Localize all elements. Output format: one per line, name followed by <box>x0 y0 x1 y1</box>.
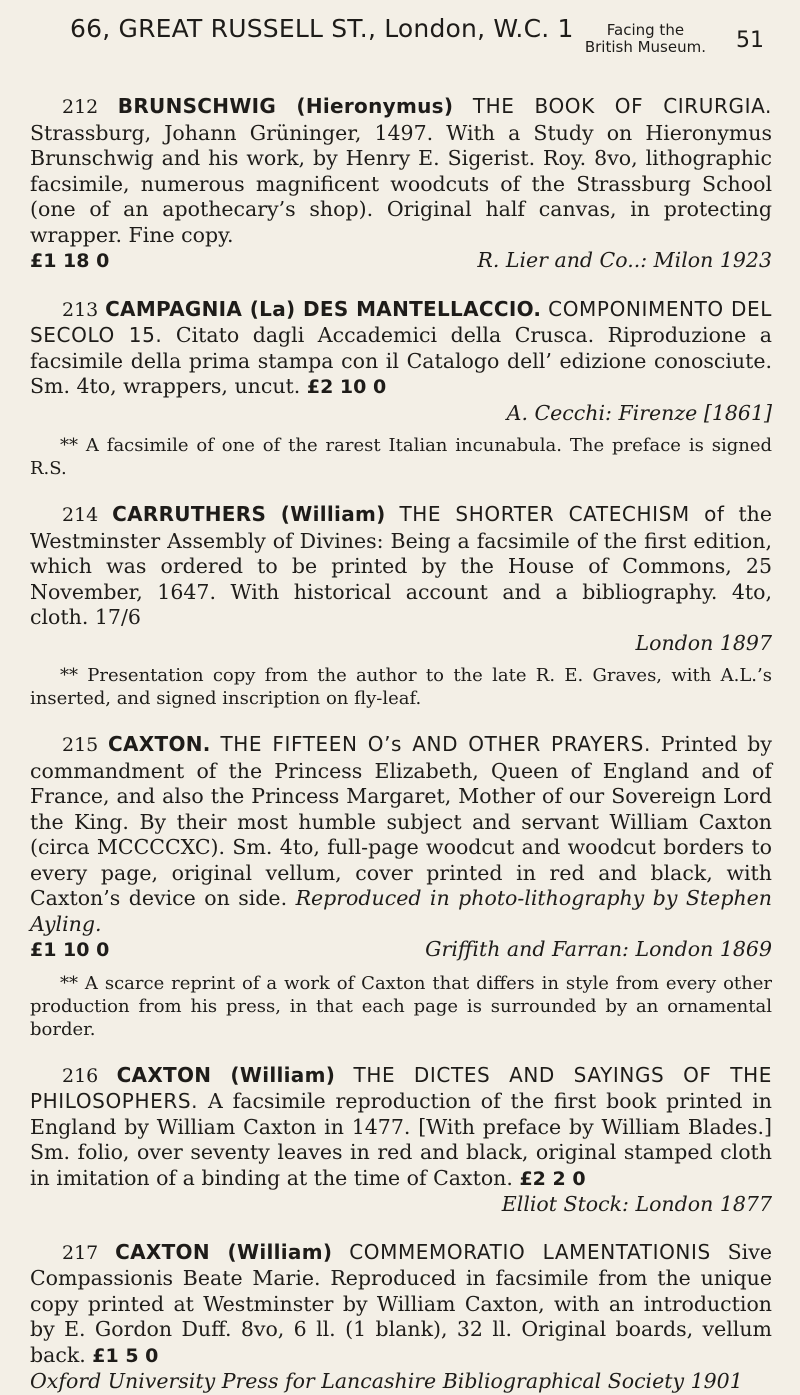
entry-number: 217 <box>62 1241 99 1264</box>
entry-note: ** A facsimile of one of the rarest Italian incunabula. The preface is signed R.S. <box>30 435 772 479</box>
entry-author: CAXTON (William) <box>115 1239 333 1264</box>
entry-price: £2 2 0 <box>519 1167 586 1190</box>
facing-line-2: British Museum. <box>584 38 706 56</box>
catalogue-entry <box>30 297 772 481</box>
address-line: 66, GREAT RUSSELL ST., London, W.C. 1 <box>70 14 574 43</box>
entry-imprint: Elliot Stock: London 1877 <box>501 1192 772 1216</box>
entry-imprint: A. Cecchi: Firenze [1861] <box>506 400 772 425</box>
entry-imprint: R. Lier and Co..: Milon 1923 <box>477 248 772 272</box>
entry-number: 212 <box>62 96 99 118</box>
entry-note: ** Presentation copy from the author to the late R. E. Graves, with A.L.’s inserted, and signed inscription on fly-leaf. <box>30 665 772 709</box>
entry-number: 215 <box>62 734 99 756</box>
entry-number: 214 <box>62 504 99 526</box>
entry-title: THE SHORTER CATECHISM of <box>399 502 725 526</box>
entry-imprint: Oxford University Press for Lancashire Bibliographical Society 1901 <box>30 1369 743 1393</box>
entry-description: A facsimile reproduction of the first book printed in England by William Caxton in 1477. [With preface by William Blades.] Sm. folio, over seventy leaves in red and black, original stamped cloth in imitation of a binding at the time of Caxton. <box>30 1089 772 1190</box>
page-header <box>30 14 772 72</box>
entry-reproduction-note: Reproduced in photo-lithography by Stephen Ayling. <box>30 886 772 936</box>
entry-imprint: London 1897 <box>635 630 772 655</box>
entry-description: the Westminster Assembly of Divines: Being a facsimile of the first edition, which was ordered to be printed by the House of Commons, 25 November, 1647. With historical account and a bibliography. 4to, cloth. 17/6 <box>30 502 772 629</box>
catalogue-entry <box>30 1063 772 1218</box>
entry-description: Printed by commandment of the Princess Elizabeth, Queen of England and of France, and also the Princess Margaret, Mother of our Sovereign Lord the King. By their most humble subject and servant William Caxton (circa MCCCCXC). Sm. 4to, full-page woodcut and woodcut borders to every page, original vellum, cover printed in red and black, with Caxton’s device on side. <box>30 732 772 910</box>
page-number: 51 <box>736 28 764 53</box>
entry-author: CARRUTHERS (William) <box>112 502 386 526</box>
entry-number: 213 <box>62 298 99 321</box>
entry-title: THE BOOK OF CIRURGIA. <box>472 94 772 118</box>
entry-title: THE DICTES AND SAYINGS OF THE PHILOSOPHERS. <box>30 1062 772 1113</box>
entry-description: Strassburg, Johann Grüninger, 1497. With a Study on Hieronymus Brunschwig and his work, by Henry E. Sigerist. Roy. 8vo, lithographic facsimile, numerous magnificent woodcuts of the Strassburg School (one of an apothecary’s shop). Original half canvas, in protecting wrapper. Fine copy. <box>30 120 772 247</box>
entry-author: CAXTON (William) <box>116 1062 336 1087</box>
entry-note: ** A scarce reprint of a work of Caxton that differs in style from every other production from his press, in that each page is surrounded by an ornamental border. <box>30 972 772 1040</box>
catalogue-entry <box>30 1240 772 1395</box>
entry-price: £1 18 0 <box>30 250 110 272</box>
entry-imprint: Griffith and Farran: London 1869 <box>425 937 772 961</box>
entry-price: £1 10 0 <box>30 939 110 961</box>
facing-line-1: Facing the <box>606 21 685 39</box>
catalogue-entry <box>30 732 772 1041</box>
facing-note <box>585 22 706 56</box>
entry-description: Citato dagli Accademici della Crusca. Riproduzione a facsimile della prima stampa con il Catalogo dell’ edizione conosciute. Sm. 4to, wrappers, uncut. <box>30 323 772 398</box>
entry-author: CAXTON. <box>108 732 211 756</box>
entry-author: CAMPAGNIA (La) DES MANTELLACCIO. <box>105 296 542 321</box>
entry-author: BRUNSCHWIG (Hieronymus) <box>117 94 454 118</box>
entry-price: £1 5 0 <box>92 1344 159 1367</box>
entry-title: COMPONIMENTO DEL SECOLO 15. <box>30 296 772 347</box>
entry-title: COMMEMORATIO LAMENTATIONIS <box>349 1239 711 1264</box>
catalogue-entry <box>30 502 772 710</box>
entry-price: £2 10 0 <box>306 376 387 398</box>
catalogue-entry <box>30 94 772 275</box>
entry-number: 216 <box>62 1064 99 1087</box>
entry-description: Sive Compassionis Beate Marie. Reproduced in facsimile from the unique copy printed at Westminster by William Caxton, with an introduction by E. Gordon Duff. 8vo, 6 ll. (1 blank), 32 ll. Original boards, vellum back. <box>30 1239 772 1367</box>
entry-title: THE FIFTEEN O’s AND OTHER PRAYERS. <box>220 732 651 756</box>
